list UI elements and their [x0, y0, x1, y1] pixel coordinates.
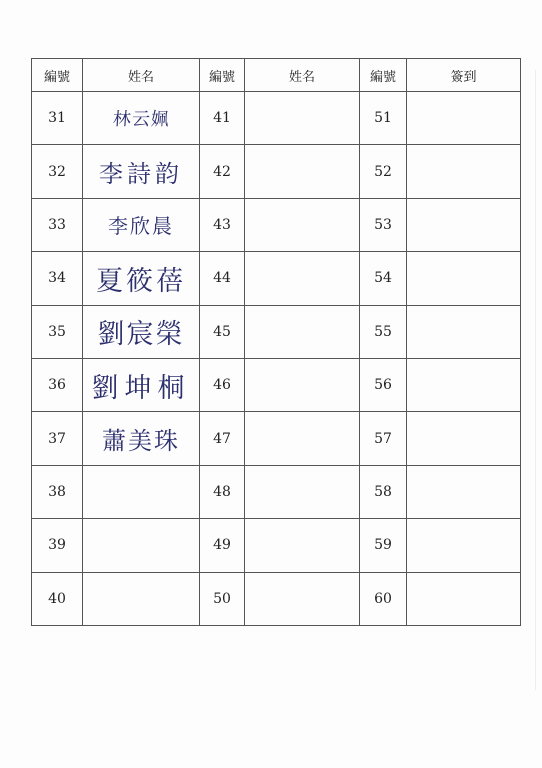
row-number: 60: [360, 572, 407, 625]
header-number-1: 編號: [32, 59, 83, 92]
handwritten-name: 劉宸榮: [97, 319, 185, 351]
row-number: 55: [360, 305, 407, 358]
sign-in-cell: [407, 412, 521, 465]
name-cell: [245, 358, 360, 411]
handwritten-name: 李欣晨: [108, 214, 174, 239]
row-number: 58: [360, 465, 407, 518]
name-cell: [245, 572, 360, 625]
name-cell: [245, 412, 360, 465]
handwritten-name-cell: [83, 305, 200, 358]
sign-in-cell: [407, 358, 521, 411]
row-number: 50: [200, 572, 245, 625]
table-row: [32, 412, 521, 465]
sign-in-cell: [407, 145, 521, 198]
sign-in-cell: [407, 305, 521, 358]
row-number: 35: [32, 305, 83, 358]
sign-in-cell: [407, 252, 521, 305]
name-cell: [245, 198, 360, 251]
table-row: [32, 572, 521, 625]
name-cell: [245, 519, 360, 572]
row-number: 41: [200, 92, 245, 145]
sign-in-cell: [407, 519, 521, 572]
row-number: 42: [200, 145, 245, 198]
sign-in-cell: [407, 92, 521, 145]
header-row: [32, 59, 521, 92]
row-number: 45: [200, 305, 245, 358]
table-row: [32, 358, 521, 411]
header-number-3: 編號: [360, 59, 407, 92]
row-number: 57: [360, 412, 407, 465]
name-cell: [245, 305, 360, 358]
handwritten-name-cell: [83, 198, 200, 251]
name-cell: [83, 465, 200, 518]
table-row: [32, 92, 521, 145]
handwritten-name: 蕭美珠: [102, 427, 180, 456]
header-name-2: 姓名: [245, 59, 360, 92]
handwritten-name: 李詩韵: [99, 160, 183, 189]
row-number: 46: [200, 358, 245, 411]
name-cell: [245, 145, 360, 198]
row-number: 31: [32, 92, 83, 145]
header-sign-in: 簽到: [407, 59, 521, 92]
scan-edge-shadow: [535, 70, 536, 690]
handwritten-name: 林云姵: [111, 109, 171, 131]
row-number: 33: [32, 198, 83, 251]
name-cell: [83, 572, 200, 625]
row-number: 51: [360, 92, 407, 145]
roster-table: [31, 58, 521, 626]
table-row: [32, 465, 521, 518]
handwritten-name-cell: [83, 358, 200, 411]
row-number: 48: [200, 465, 245, 518]
name-cell: [245, 252, 360, 305]
row-number: 59: [360, 519, 407, 572]
row-number: 37: [32, 412, 83, 465]
handwritten-name-cell: [83, 145, 200, 198]
sign-in-cell: [407, 572, 521, 625]
sign-in-cell: [407, 198, 521, 251]
row-number: 43: [200, 198, 245, 251]
row-number: 44: [200, 252, 245, 305]
table-row: [32, 305, 521, 358]
row-number: 38: [32, 465, 83, 518]
table-row: [32, 145, 521, 198]
handwritten-name-cell: [83, 252, 200, 305]
handwritten-name: 夏筱蓓: [96, 265, 186, 297]
header-number-2: 編號: [200, 59, 245, 92]
row-number: 47: [200, 412, 245, 465]
row-number: 53: [360, 198, 407, 251]
table-row: [32, 198, 521, 251]
table-row: [32, 519, 521, 572]
header-name-1: 姓名: [83, 59, 200, 92]
handwritten-name-cell: [83, 412, 200, 465]
name-cell: [83, 519, 200, 572]
row-number: 36: [32, 358, 83, 411]
name-cell: [245, 92, 360, 145]
row-number: 40: [32, 572, 83, 625]
row-number: 32: [32, 145, 83, 198]
name-cell: [245, 465, 360, 518]
row-number: 54: [360, 252, 407, 305]
row-number: 52: [360, 145, 407, 198]
row-number: 49: [200, 519, 245, 572]
row-number: 56: [360, 358, 407, 411]
table-row: [32, 252, 521, 305]
row-number: 34: [32, 252, 83, 305]
handwritten-name: 劉坤桐: [91, 372, 191, 404]
row-number: 39: [32, 519, 83, 572]
handwritten-name-cell: [83, 92, 200, 145]
sign-in-cell: [407, 465, 521, 518]
